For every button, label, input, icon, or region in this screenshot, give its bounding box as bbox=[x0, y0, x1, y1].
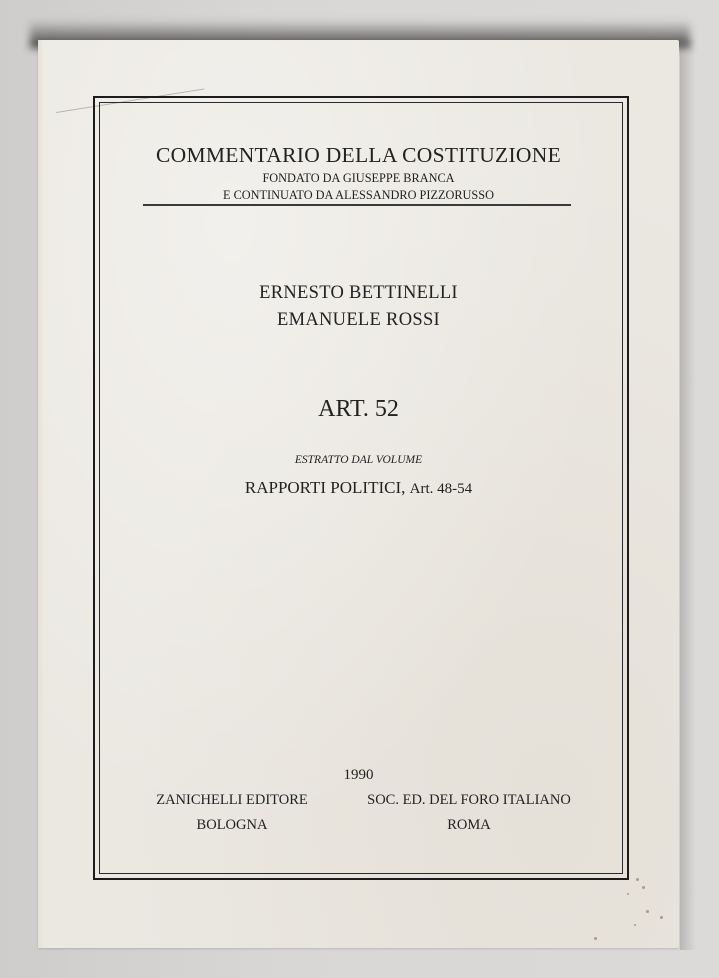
foxing-spot bbox=[660, 916, 663, 919]
foxing-spot bbox=[636, 878, 639, 881]
series-founder: FONDATO DA GIUSEPPE BRANCA bbox=[262, 171, 455, 185]
publisher-name: SOC. ED. DEL FORO ITALIANO bbox=[367, 792, 571, 808]
foxing-spot bbox=[642, 886, 645, 889]
article-number: ART. 52 bbox=[318, 396, 399, 422]
author-name: EMANUELE ROSSI bbox=[277, 310, 440, 330]
cover-content bbox=[38, 40, 679, 948]
volume-name: RAPPORTI POLITICI, bbox=[244, 478, 406, 497]
foxing-spot bbox=[594, 937, 597, 940]
foxing-spot bbox=[646, 910, 649, 913]
book-cover bbox=[38, 40, 679, 948]
publisher-city: BOLOGNA bbox=[196, 817, 268, 833]
volume-title bbox=[38, 478, 679, 498]
extract-label: ESTRATTO DAL VOLUME bbox=[294, 454, 423, 466]
book-right-shadow bbox=[680, 40, 696, 950]
foxing-spot bbox=[634, 924, 636, 926]
publisher-city: ROMA bbox=[447, 817, 491, 833]
foxing-spot bbox=[627, 893, 629, 895]
author-name: ERNESTO BETTINELLI bbox=[259, 283, 458, 303]
publication-year: 1990 bbox=[343, 767, 374, 783]
volume-article-range: Art. 48-54 bbox=[409, 481, 473, 497]
title-divider bbox=[143, 204, 571, 206]
series-continuer: E CONTINUATO DA ALESSANDRO PIZZORUSSO bbox=[222, 188, 494, 202]
publisher-name: ZANICHELLI EDITORE bbox=[156, 792, 308, 808]
series-title: COMMENTARIO DELLA COSTITUZIONE bbox=[156, 143, 561, 167]
